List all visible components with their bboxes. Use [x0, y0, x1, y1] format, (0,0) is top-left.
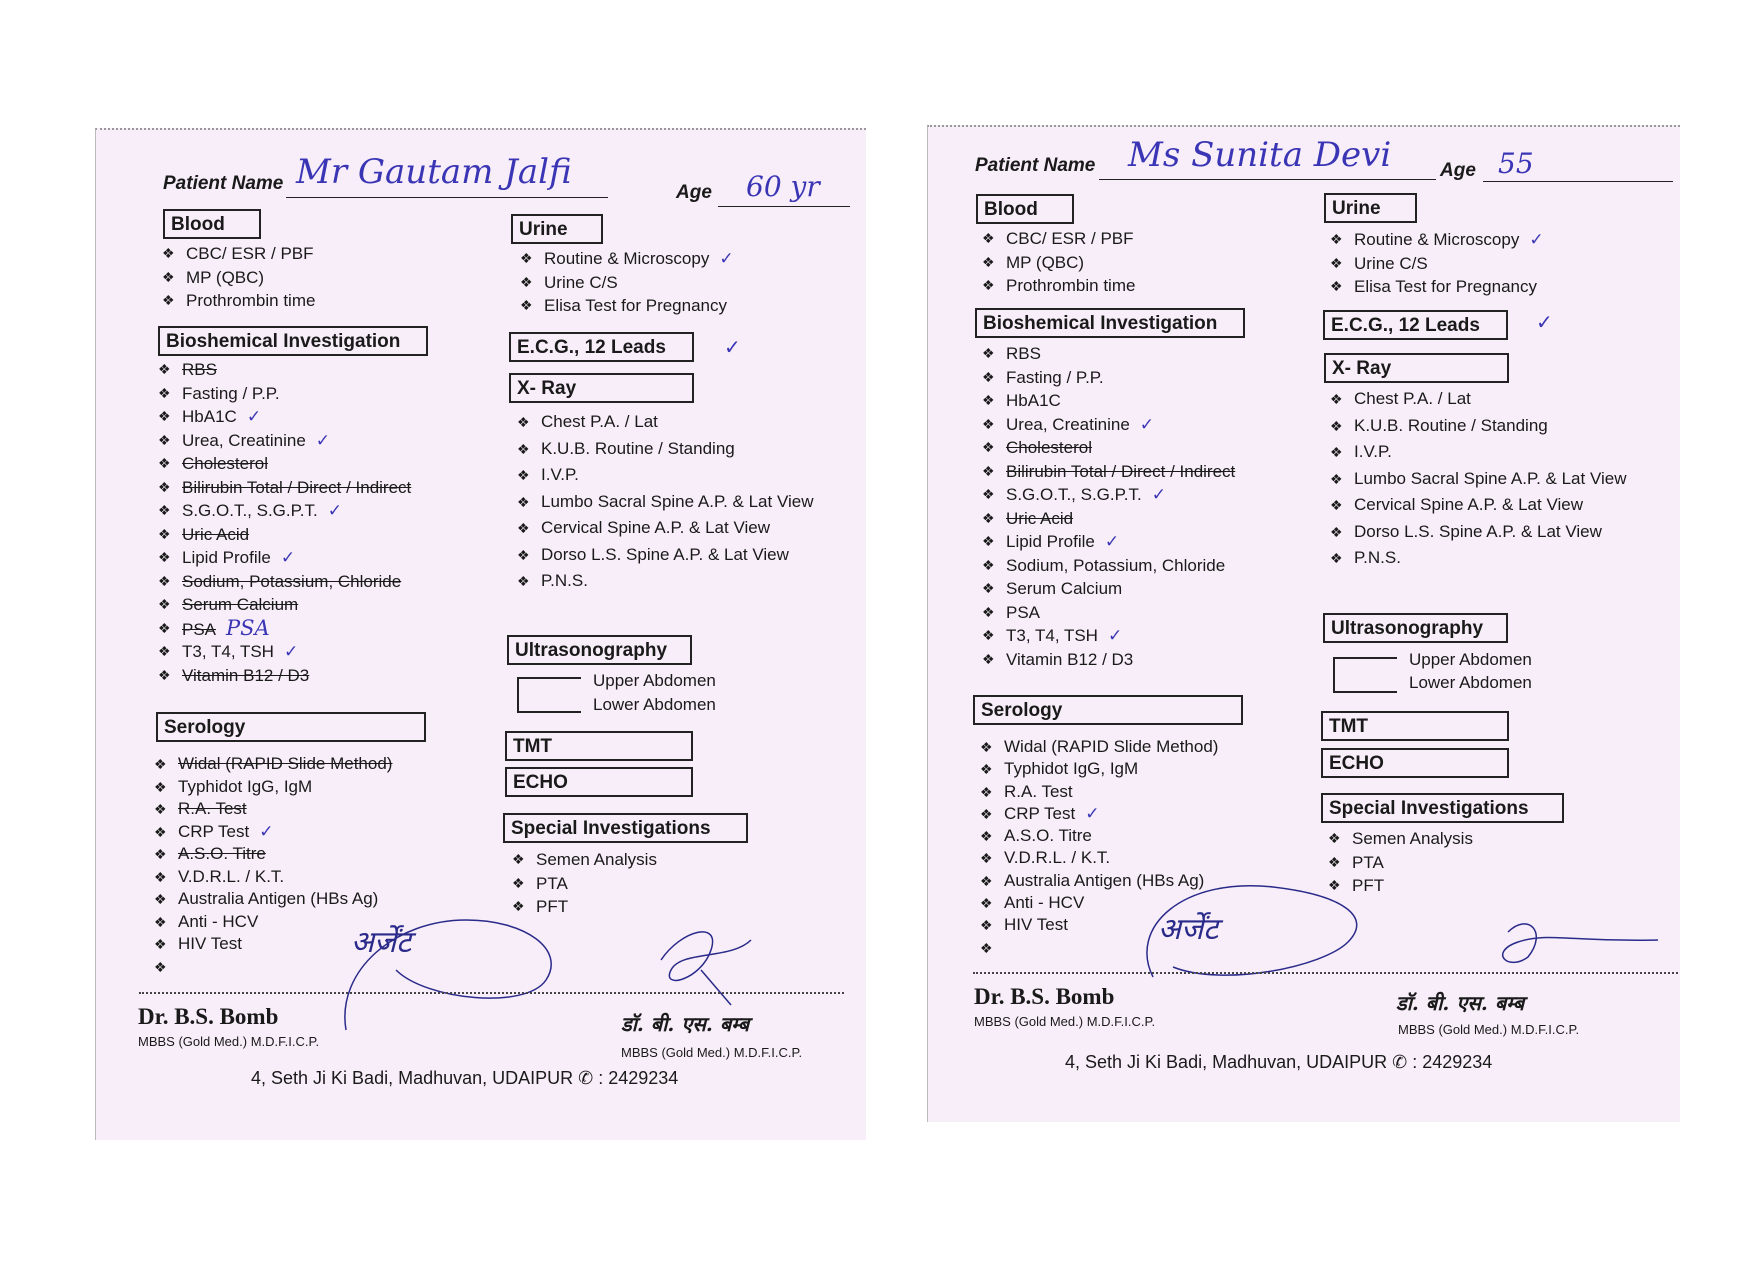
ecg-section-title: E.C.G., 12 Leads	[509, 332, 694, 362]
xray-list	[1324, 386, 1674, 572]
list-item: ❖ Sodium, Potassium, Chloride	[976, 554, 1306, 578]
diamond-bullet-icon: ❖	[980, 828, 993, 845]
list-item: ❖ Urea, Creatinine ✓	[982, 414, 1155, 435]
diamond-bullet-icon: ❖	[158, 502, 171, 518]
check-tick-icon: ✓	[327, 501, 342, 521]
diamond-bullet-icon: ❖	[154, 913, 167, 930]
diamond-bullet-icon: ❖	[982, 509, 995, 526]
diamond-bullet-icon: ❖	[982, 580, 995, 596]
doctor-name: Dr. B.S. Bomb	[974, 984, 1115, 1009]
urine-section-title: Urine	[1324, 193, 1417, 223]
diamond-bullet-icon: ❖	[154, 846, 167, 862]
list-item: ❖ RBS	[976, 342, 1306, 366]
diamond-bullet-icon: ❖	[982, 230, 995, 246]
list-item: ❖ I.V.P.	[511, 462, 861, 489]
list-item: ❖ T3, T4, TSH ✓	[982, 626, 1123, 646]
diamond-bullet-icon: ❖	[154, 891, 167, 907]
list-item: ❖ PSA	[976, 601, 1306, 625]
special-section-title: Special Investigations	[1321, 793, 1564, 823]
xray-section-title: X- Ray	[1324, 353, 1509, 383]
doctor-qualification: MBBS (Gold Med.) M.D.F.I.C.P.	[138, 1034, 320, 1049]
list-item: ❖ Cholesterol	[152, 452, 522, 476]
diamond-bullet-icon: ❖	[158, 455, 171, 471]
diamond-bullet-icon: ❖	[982, 439, 995, 455]
list-item: ❖ I.V.P.	[1324, 439, 1674, 466]
diamond-bullet-icon: ❖	[158, 549, 171, 565]
diamond-bullet-icon: ❖	[154, 936, 167, 952]
check-tick-icon: ✓	[1139, 414, 1155, 435]
list-item: ❖ Vitamin B12 / D3	[976, 648, 1306, 672]
diamond-bullet-icon: ❖	[154, 868, 167, 885]
list-item: ❖ Prothrombin time	[976, 274, 1336, 298]
clinic-address: 4, Seth Ji Ki Badi, Madhuvan, UDAIPUR ✆ : 2429234	[251, 1068, 679, 1088]
usg-section-title: Ultrasonography	[507, 635, 692, 665]
list-item: ❖ Australia Antigen (HBs Ag)	[148, 888, 508, 911]
usg-lower-label: Lower Abdomen	[1409, 673, 1532, 692]
blood-section-title: Blood	[163, 209, 261, 239]
list-item: ❖ CRP Test ✓	[980, 803, 1100, 824]
list-item: ❖ Routine & Microscopy ✓	[520, 249, 734, 269]
check-tick-icon: ✓	[724, 335, 741, 359]
diamond-bullet-icon: ❖	[1328, 877, 1341, 893]
usg-upper-label: Upper Abdomen	[593, 671, 716, 690]
list-item: ❖ A.S.O. Titre	[974, 825, 1314, 847]
diamond-bullet-icon: ❖	[158, 478, 171, 495]
diamond-bullet-icon: ❖	[1328, 853, 1341, 870]
patient-name-line	[286, 196, 608, 198]
doctor-name-hindi: डॉ. बी. एस. बम्ब	[621, 1012, 750, 1036]
list-item: ❖ PFT	[1322, 874, 1622, 898]
diamond-bullet-icon: ❖	[982, 345, 995, 361]
diamond-bullet-icon: ❖	[162, 268, 175, 285]
list-item: ❖ P.N.S.	[511, 568, 861, 595]
list-item: ❖ Chest P.A. / Lat	[511, 409, 861, 436]
special-section-title: Special Investigations	[503, 813, 748, 843]
list-item: ❖ Serum Calcium	[976, 577, 1306, 601]
list-item: ❖ HIV Test	[148, 933, 508, 956]
diamond-bullet-icon: ❖	[982, 556, 995, 573]
check-tick-icon: ✓	[1529, 230, 1544, 250]
diamond-bullet-icon: ❖	[517, 414, 530, 430]
diamond-bullet-icon: ❖	[982, 253, 995, 270]
list-item: ❖ Lipid Profile ✓	[982, 532, 1120, 552]
footer-divider	[973, 972, 1678, 974]
list-item: ❖ S.G.O.T., S.G.P.T. ✓	[982, 485, 1166, 505]
urgent-note: अर्जेंट	[1158, 912, 1219, 947]
diamond-bullet-icon: ❖	[512, 898, 525, 914]
diamond-bullet-icon: ❖	[1330, 497, 1343, 513]
age-line	[1483, 180, 1673, 182]
list-item: ❖ PSA PSA	[158, 615, 270, 640]
diamond-bullet-icon: ❖	[520, 250, 533, 266]
urgent-note: अर्जेंट	[351, 925, 412, 960]
list-item: ❖ V.D.R.L. / K.T.	[148, 866, 508, 889]
list-item: ❖ Anti - HCV	[974, 892, 1314, 914]
usg-bracket	[517, 677, 581, 713]
list-item: ❖ Urine C/S	[514, 271, 854, 295]
usg-section-title: Ultrasonography	[1323, 613, 1508, 643]
list-item: ❖ Bilirubin Total / Direct / Indirect	[152, 476, 522, 500]
check-tick-icon: ✓	[1104, 532, 1120, 552]
diamond-bullet-icon: ❖	[517, 440, 530, 457]
diamond-bullet-icon: ❖	[520, 297, 533, 313]
diamond-bullet-icon: ❖	[1330, 391, 1343, 407]
usg-bracket	[1333, 657, 1397, 693]
list-item: ❖ PTA	[1322, 851, 1622, 875]
diamond-bullet-icon: ❖	[982, 392, 995, 408]
diamond-bullet-icon: ❖	[1330, 470, 1343, 487]
diamond-bullet-icon: ❖	[158, 572, 171, 589]
diamond-bullet-icon: ❖	[980, 850, 993, 867]
biochem-section-title: Bioshemical Investigation	[158, 326, 428, 356]
check-tick-icon: ✓	[280, 548, 296, 568]
list-item: ❖ Fasting / P.P.	[152, 382, 522, 406]
list-item: ❖ RBS	[152, 358, 522, 382]
diamond-bullet-icon: ❖	[158, 361, 171, 377]
list-item: ❖ A.S.O. Titre	[148, 843, 508, 866]
biochem-section-title: Bioshemical Investigation	[975, 308, 1245, 338]
diamond-bullet-icon: ❖	[158, 666, 171, 683]
diamond-bullet-icon: ❖	[980, 895, 993, 912]
list-item: ❖ HIV Test	[974, 914, 1314, 936]
prescription-slip-right	[927, 125, 1680, 1122]
check-tick-icon: ✓	[283, 642, 299, 662]
list-item: ❖ Widal (RAPID Slide Method)	[148, 753, 508, 776]
prescription-slip-left	[95, 128, 866, 1140]
diamond-bullet-icon: ❖	[980, 739, 993, 755]
age-line	[718, 205, 850, 207]
check-tick-icon: ✓	[719, 249, 734, 269]
check-tick-icon: ✓	[315, 430, 331, 451]
echo-section-title: ECHO	[505, 767, 693, 797]
check-tick-icon: ✓	[246, 407, 262, 427]
diamond-bullet-icon: ❖	[162, 292, 175, 308]
diamond-bullet-icon: ❖	[158, 643, 171, 659]
doctor-qualification-hindi-side: MBBS (Gold Med.) M.D.F.I.C.P.	[1398, 1022, 1580, 1037]
check-tick-icon: ✓	[1151, 485, 1166, 505]
list-item: ❖ Prothrombin time	[156, 289, 516, 313]
diamond-bullet-icon: ❖	[158, 596, 171, 612]
diamond-bullet-icon: ❖	[980, 939, 993, 956]
list-item: ❖ CBC/ ESR / PBF	[156, 242, 516, 266]
list-item: ❖ R.A. Test	[148, 798, 508, 821]
usg-lower-label: Lower Abdomen	[593, 695, 716, 714]
list-item: ❖ R.A. Test	[974, 781, 1314, 803]
diamond-bullet-icon: ❖	[158, 431, 171, 448]
diamond-bullet-icon: ❖	[980, 917, 993, 934]
serology-section-title: Serology	[973, 695, 1243, 725]
diamond-bullet-icon: ❖	[1330, 550, 1343, 566]
diamond-bullet-icon: ❖	[517, 573, 530, 589]
patient-name-value: Ms Sunita Devi	[1128, 135, 1392, 175]
doctor-signature-scribble	[1488, 912, 1668, 972]
diamond-bullet-icon: ❖	[158, 384, 171, 401]
blood-list	[156, 242, 516, 313]
list-item: ❖ S.G.O.T., S.G.P.T. ✓	[158, 501, 342, 521]
list-item: ❖ Dorso L.S. Spine A.P. & Lat View	[511, 542, 861, 569]
diamond-bullet-icon: ❖	[980, 872, 993, 889]
list-item: ❖ Elisa Test for Pregnancy	[514, 294, 854, 318]
diamond-bullet-icon: ❖	[982, 486, 995, 502]
doctor-qualification-hindi-side: MBBS (Gold Med.) M.D.F.I.C.P.	[621, 1045, 803, 1060]
diamond-bullet-icon: ❖	[154, 756, 167, 772]
patient-name-label: Patient Name	[975, 155, 1096, 176]
diamond-bullet-icon: ❖	[517, 546, 530, 563]
xray-section-title: X- Ray	[509, 373, 694, 403]
diamond-bullet-icon: ❖	[512, 874, 525, 891]
diamond-bullet-icon: ❖	[1330, 278, 1343, 294]
list-item: ❖ Lumbo Sacral Spine A.P. & Lat View	[1324, 466, 1674, 493]
list-item: ❖ Urine C/S	[1324, 252, 1664, 276]
doctor-qualification: MBBS (Gold Med.) M.D.F.I.C.P.	[974, 1014, 1156, 1029]
patient-name-line	[1099, 178, 1436, 180]
diamond-bullet-icon: ❖	[154, 823, 167, 840]
list-item: ❖ Serum Calcium	[152, 593, 522, 617]
age-label: Age	[1440, 160, 1476, 181]
doctor-name-hindi: डॉ. बी. एस. बम्ब	[1396, 991, 1525, 1015]
list-item: ❖ Chest P.A. / Lat	[1324, 386, 1674, 413]
xray-list	[511, 409, 861, 595]
list-item: ❖ Sodium, Potassium, Chloride	[152, 570, 522, 594]
list-item: ❖ CRP Test ✓	[154, 821, 274, 842]
diamond-bullet-icon: ❖	[982, 277, 995, 293]
diamond-bullet-icon: ❖	[162, 245, 175, 261]
urine-section-title: Urine	[511, 214, 603, 244]
diamond-bullet-icon: ❖	[517, 520, 530, 536]
patient-name-label: Patient Name	[163, 173, 284, 194]
list-item: ❖ Bilirubin Total / Direct / Indirect	[976, 460, 1306, 484]
list-item: ❖ V.D.R.L. / K.T.	[974, 847, 1314, 869]
handwritten-psa: PSA	[226, 615, 270, 640]
list-item: ❖ PTA	[506, 872, 806, 896]
check-tick-icon: ✓	[1536, 310, 1553, 334]
list-item: ❖ Widal (RAPID Slide Method)	[974, 736, 1314, 758]
diamond-bullet-icon: ❖	[158, 619, 171, 636]
list-item: ❖ Semen Analysis	[506, 848, 806, 872]
tmt-section-title: TMT	[505, 731, 693, 761]
urgent-circle-scribble	[336, 880, 576, 1040]
check-tick-icon: ✓	[259, 821, 274, 842]
diamond-bullet-icon: ❖	[980, 783, 993, 800]
diamond-bullet-icon: ❖	[154, 801, 167, 817]
list-item: ❖ MP (QBC)	[156, 266, 516, 290]
biochem-list	[152, 358, 522, 687]
blood-section-title: Blood	[976, 194, 1074, 224]
list-item: ❖ P.N.S.	[1324, 545, 1674, 572]
age-value: 60 yr	[746, 170, 820, 203]
diamond-bullet-icon: ❖	[520, 273, 533, 290]
list-item: ❖ Lipid Profile ✓	[158, 548, 296, 568]
diamond-bullet-icon: ❖	[982, 603, 995, 620]
list-item: ❖ HbA1C	[976, 389, 1306, 413]
clinic-address: 4, Seth Ji Ki Badi, Madhuvan, UDAIPUR ✆ : 2429234	[1065, 1052, 1493, 1072]
list-item: ❖ T3, T4, TSH ✓	[158, 642, 299, 662]
footer-divider	[139, 992, 844, 994]
blood-list	[976, 227, 1336, 298]
list-item: ❖ Cholesterol	[976, 436, 1306, 460]
list-item: ❖ Fasting / P.P.	[976, 366, 1306, 390]
list-item: ❖ Elisa Test for Pregnancy	[1324, 275, 1664, 299]
diamond-bullet-icon: ❖	[154, 958, 167, 975]
list-item: ❖ Routine & Microscopy ✓	[1330, 230, 1544, 250]
list-item: ❖ K.U.B. Routine / Standing	[1324, 413, 1674, 440]
doctor-name: Dr. B.S. Bomb	[138, 1004, 279, 1029]
diamond-bullet-icon: ❖	[517, 493, 530, 510]
diamond-bullet-icon: ❖	[982, 415, 995, 432]
diamond-bullet-icon: ❖	[512, 851, 525, 867]
diamond-bullet-icon: ❖	[982, 368, 995, 385]
check-tick-icon: ✓	[1085, 803, 1100, 824]
tmt-section-title: TMT	[1321, 711, 1509, 741]
diamond-bullet-icon: ❖	[1328, 830, 1341, 846]
diamond-bullet-icon: ❖	[982, 462, 995, 479]
list-item: ❖ Cervical Spine A.P. & Lat View	[511, 515, 861, 542]
diamond-bullet-icon: ❖	[980, 761, 993, 778]
diamond-bullet-icon: ❖	[1330, 417, 1343, 434]
ecg-section-title: E.C.G., 12 Leads	[1323, 310, 1508, 340]
patient-name-value: Mr Gautam Jalfi	[296, 152, 572, 192]
echo-section-title: ECHO	[1321, 748, 1509, 778]
list-item: ❖ Dorso L.S. Spine A.P. & Lat View	[1324, 519, 1674, 546]
urine-list	[1324, 228, 1664, 299]
doctor-signature-scribble	[641, 920, 761, 1010]
list-item: ❖ Uric Acid	[976, 507, 1306, 531]
urgent-circle-scribble	[1133, 857, 1373, 997]
list-item: ❖ MP (QBC)	[976, 251, 1336, 275]
diamond-bullet-icon: ❖	[1330, 231, 1343, 247]
diamond-bullet-icon: ❖	[158, 408, 171, 424]
diamond-bullet-icon: ❖	[1330, 254, 1343, 271]
list-item: ❖ Anti - HCV	[148, 911, 508, 934]
diamond-bullet-icon: ❖	[1330, 523, 1343, 540]
list-item: ❖ CBC/ ESR / PBF	[976, 227, 1336, 251]
diamond-bullet-icon: ❖	[982, 627, 995, 643]
diamond-bullet-icon: ❖	[158, 525, 171, 542]
list-item: ❖ Semen Analysis	[1322, 827, 1622, 851]
list-item: ❖ K.U.B. Routine / Standing	[511, 436, 861, 463]
list-item: ❖ Vitamin B12 / D3	[152, 664, 522, 688]
list-item: ❖ PFT	[506, 895, 806, 919]
list-item: ❖ Typhidot IgG, IgM	[974, 758, 1314, 780]
list-item: ❖ Uric Acid	[152, 523, 522, 547]
age-value: 55	[1498, 147, 1534, 180]
diamond-bullet-icon: ❖	[982, 650, 995, 667]
diamond-bullet-icon: ❖	[1330, 444, 1343, 460]
biochem-list	[976, 342, 1306, 671]
diamond-bullet-icon: ❖	[980, 805, 993, 822]
list-item: ❖ Cervical Spine A.P. & Lat View	[1324, 492, 1674, 519]
check-tick-icon: ✓	[1107, 626, 1123, 646]
list-item: ❖ Lumbo Sacral Spine A.P. & Lat View	[511, 489, 861, 516]
diamond-bullet-icon: ❖	[154, 778, 167, 795]
list-item: ❖ Urea, Creatinine ✓	[158, 430, 331, 451]
age-label: Age	[676, 182, 712, 203]
serology-section-title: Serology	[156, 712, 426, 742]
urine-list	[514, 247, 854, 318]
diamond-bullet-icon: ❖	[517, 467, 530, 483]
list-item: ❖ HbA1C ✓	[158, 407, 262, 427]
usg-upper-label: Upper Abdomen	[1409, 650, 1532, 669]
list-item: ❖ Typhidot IgG, IgM	[148, 776, 508, 799]
diamond-bullet-icon: ❖	[982, 533, 995, 549]
list-item: ❖ Australia Antigen (HBs Ag)	[974, 870, 1314, 892]
